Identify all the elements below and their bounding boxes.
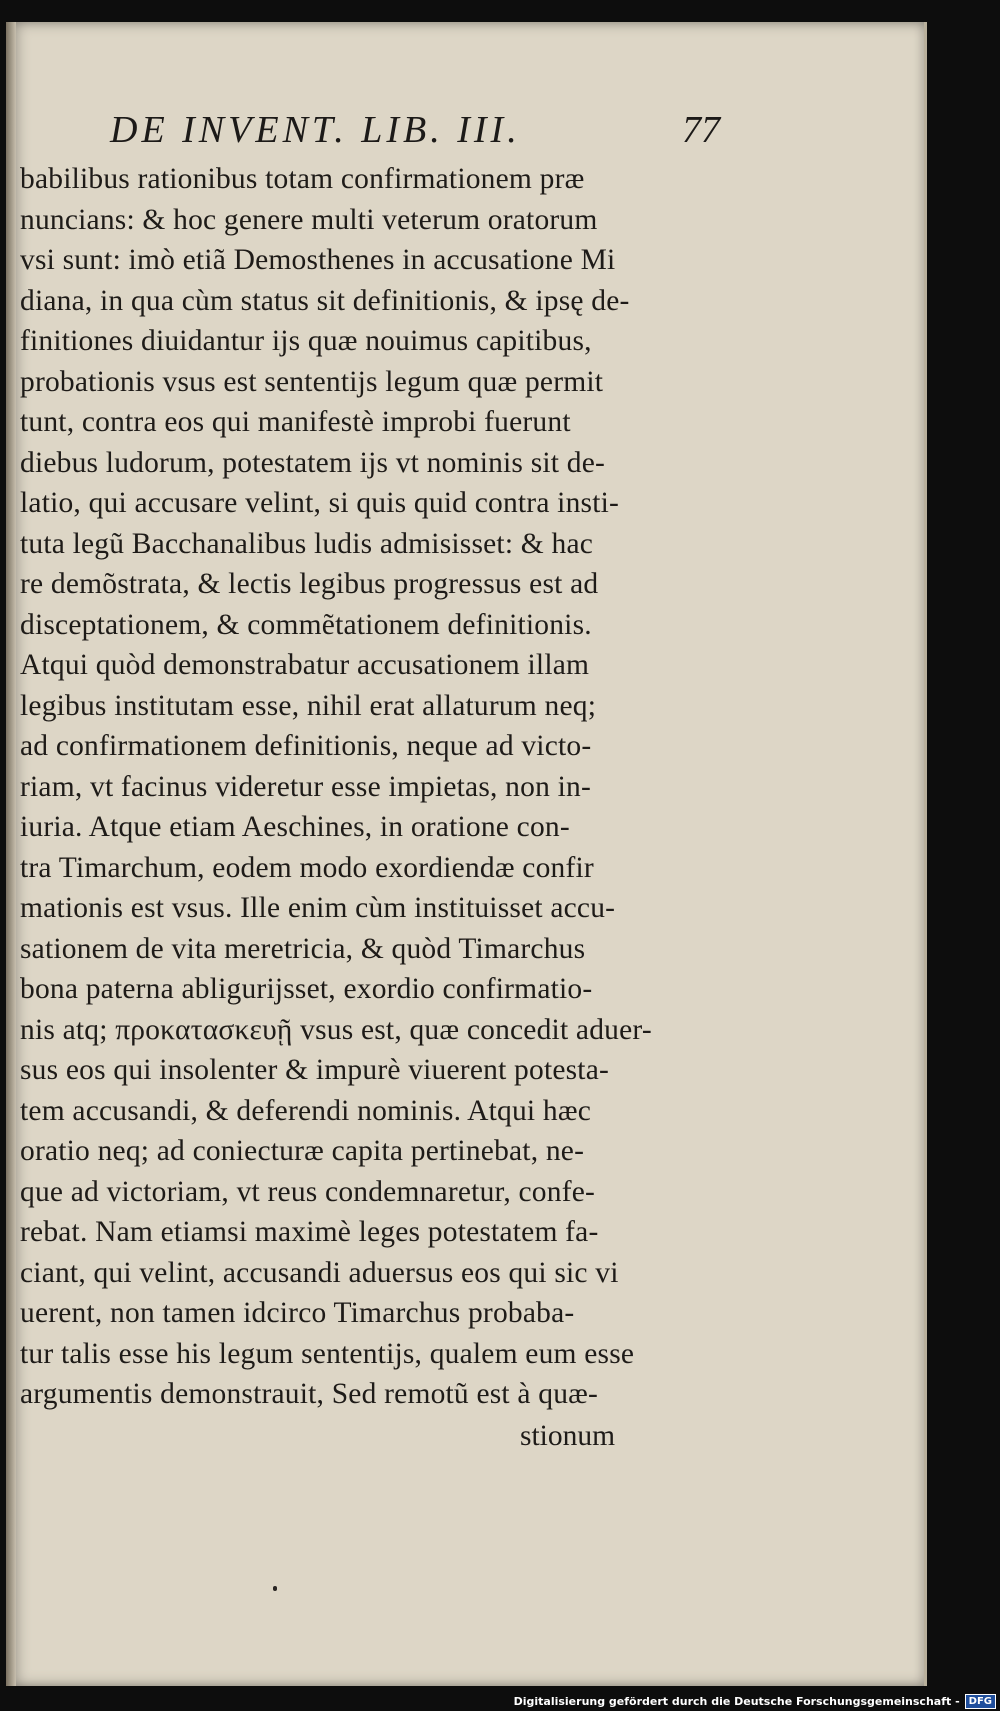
text-line: Atqui quòd demonstrabatur accusationem illam [20,649,590,681]
digitization-credit [514,1694,996,1709]
text-line: nuncians: & hoc genere multi veterum oratorum [20,203,598,236]
text-line: diana, in qua cùm status sit definitionis, & ipsę de- [20,284,630,317]
text-line: diebus ludorum, potestatem ijs vt nominis sit de- [20,446,606,479]
body-text [20,159,700,1415]
text-line: oratio neq; ad coniecturæ capita pertinebat, ne- [20,1135,585,1167]
text-line: nis atq; προκατασκευῇ vsus est, quæ concedit aduer- [20,1013,652,1046]
page-gutter-shadow [6,22,16,1686]
text-line: latio, qui accusare velint, si quis quid contra insti- [20,487,620,519]
text-line: riam, vt facinus videretur esse impietas, non in- [20,770,591,803]
text-line: vsi sunt: imò etiã Demosthenes in accusatione Mi [20,244,616,276]
ink-speck [273,1586,277,1591]
text-line: ad confirmationem definitionis, neque ad victo- [20,730,592,762]
text-line: babilibus rationibus totam confirmationem præ [20,163,585,195]
credit-text: Digitalisierung gefördert durch die Deutsche Forschungsgemeinschaft - [513,1695,960,1708]
text-line: uerent, non tamen idcirco Timarchus probaba- [20,1297,575,1329]
text-line: iuria. Atque etiam Aeschines, in oratione con- [20,811,570,843]
text-line: re demõstrata, & lectis legibus progressus est ad [20,568,599,600]
text-line: probationis vsus est sententijs legum quæ permit [20,365,604,398]
text-line: que ad victoriam, vt reus condemnaretur, confe- [20,1175,596,1208]
text-line: tur talis esse his legum sententijs, qualem eum esse [20,1337,635,1370]
book-page [6,22,927,1686]
text-line: tra Timarchum, eodem modo exordiendæ confir [20,851,594,884]
text-line: argumentis demonstrauit, Sed remotũ est à quæ- [20,1378,599,1410]
text-line: tunt, contra eos qui manifestè improbi fuerunt [20,406,571,438]
text-line: mationis est vsus. Ille enim cùm instituisset accu- [20,892,616,924]
page-header [110,108,720,152]
running-head: DE INVENT. LIB. III. [110,109,521,151]
text-line: tuta legũ Bacchanalibus ludis admisisset: & hac [20,527,594,560]
text-line: bona paterna abligurijsset, exordio confirmatio- [20,973,593,1005]
page-number: 77 [682,109,720,151]
catchword: stionum [520,1420,616,1452]
text-line: finitiones diuidantur ijs quæ nouimus capitibus, [20,325,592,357]
text-line: legibus institutam esse, nihil erat allaturum neq; [20,689,597,722]
text-line: ciant, qui velint, accusandi aduersus eos qui sic vi [20,1256,619,1289]
text-line: disceptationem, & commẽtationem definitionis. [20,608,592,641]
text-line: rebat. Nam etiamsi maximè leges potestatem fa- [20,1216,599,1248]
text-line: sus eos qui insolenter & impurè viuerent potesta- [20,1054,610,1086]
text-line: sationem de vita meretricia, & quòd Timarchus [20,932,586,965]
dfg-logo-icon: DFG [965,1694,996,1709]
text-line: tem accusandi, & deferendi nominis. Atqui hæc [20,1094,592,1127]
